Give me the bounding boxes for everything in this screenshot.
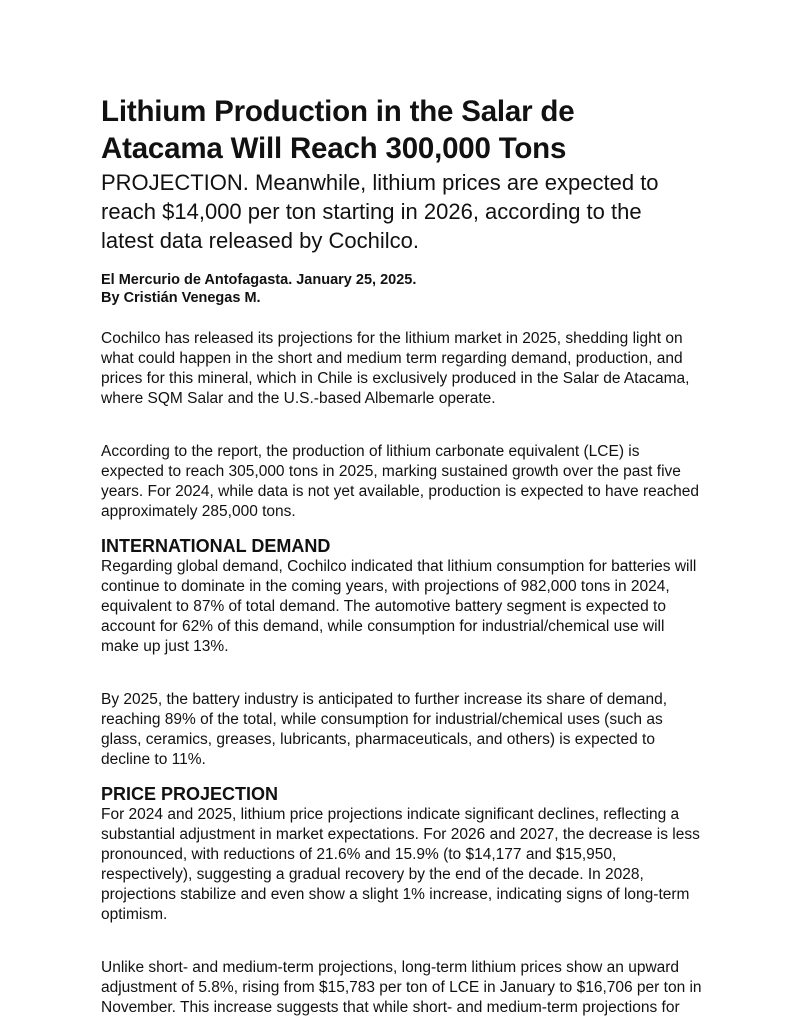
paragraph-line: reaching 89% of the total, while consumption for industrial/chemical uses (such as [101, 711, 663, 728]
subtitle-line: latest data released by Cochilco. [101, 228, 419, 253]
paragraph [101, 958, 741, 1018]
article-subtitle [101, 168, 741, 255]
paragraph-line: years. For 2024, while data is not yet available, production is expected to have reached [101, 483, 699, 500]
paragraph-line: According to the report, the production of lithium carbonate equivalent (LCE) is [101, 443, 640, 460]
subtitle-line: reach $14,000 per ton starting in 2026, according to the [101, 199, 642, 224]
paragraph-line: Unlike short- and medium-term projections, long-term lithium prices show an upward [101, 959, 680, 976]
paragraph [101, 329, 741, 409]
paragraph-line: Regarding global demand, Cochilco indicated that lithium consumption for batteries will [101, 558, 697, 575]
paragraph [101, 442, 741, 522]
paragraph-line: For 2024 and 2025, lithium price projections indicate significant declines, reflecting a [101, 806, 680, 823]
paragraph-line: equivalent to 87% of total demand. The automotive battery segment is expected to [101, 598, 666, 615]
paragraph-line: optimism. [101, 906, 168, 923]
article-title [101, 93, 741, 167]
paragraph [101, 690, 741, 770]
byline-author: By Cristián Venegas M. [101, 290, 261, 306]
section-heading-demand: INTERNATIONAL DEMAND [101, 536, 331, 556]
paragraph-line: By 2025, the battery industry is anticipated to further increase its share of demand, [101, 691, 668, 708]
paragraph-line: continue to dominate in the coming years, with projections of 982,000 tons in 2024, [101, 578, 670, 595]
paragraph-line: approximately 285,000 tons. [101, 503, 296, 520]
paragraph-line: expected to reach 305,000 tons in 2025, marking sustained growth over the past five [101, 463, 681, 480]
paragraph-line: pronounced, with reductions of 21.6% and 15.9% (to $14,177 and $15,950, [101, 846, 617, 863]
paragraph-line: decline to 11%. [101, 751, 206, 768]
paragraph-line: glass, ceramics, greases, lubricants, pharmaceuticals, and others) is expected to [101, 731, 655, 748]
paragraph-line: make up just 13%. [101, 638, 229, 655]
paragraph-line: prices for this mineral, which in Chile is exclusively produced in the Salar de Atacama, [101, 370, 690, 387]
paragraph-line: where SQM Salar and the U.S.-based Albemarle operate. [101, 390, 496, 407]
paragraph-line: substantial adjustment in market expectations. For 2026 and 2027, the decrease is less [101, 826, 700, 843]
paragraph [101, 557, 741, 657]
paragraph-line: November. This increase suggests that while short- and medium-term projections for [101, 999, 680, 1016]
paragraph-line: what could happen in the short and medium term regarding demand, production, and [101, 350, 683, 367]
paragraph-line: adjustment of 5.8%, rising from $15,783 per ton of LCE in January to $16,706 per ton in [101, 979, 702, 996]
section-heading-price: PRICE PROJECTION [101, 784, 279, 804]
title-line: Atacama Will Reach 300,000 Tons [101, 132, 567, 165]
title-line: Lithium Production in the Salar de [101, 95, 575, 128]
byline-source: El Mercurio de Antofagasta. January 25, 2025. [101, 272, 417, 288]
subtitle-line: PROJECTION. Meanwhile, lithium prices are expected to [101, 170, 659, 195]
paragraph-line: respectively), suggesting a gradual recovery by the end of the decade. In 2028, [101, 866, 644, 883]
paragraph-line: projections stabilize and even show a slight 1% increase, indicating signs of long-term [101, 886, 690, 903]
byline [101, 271, 741, 307]
paragraph [101, 805, 741, 925]
paragraph-line: Cochilco has released its projections for the lithium market in 2025, shedding light on [101, 330, 683, 347]
paragraph-line: account for 62% of this demand, while consumption for industrial/chemical use will [101, 618, 665, 635]
article [101, 93, 741, 1018]
